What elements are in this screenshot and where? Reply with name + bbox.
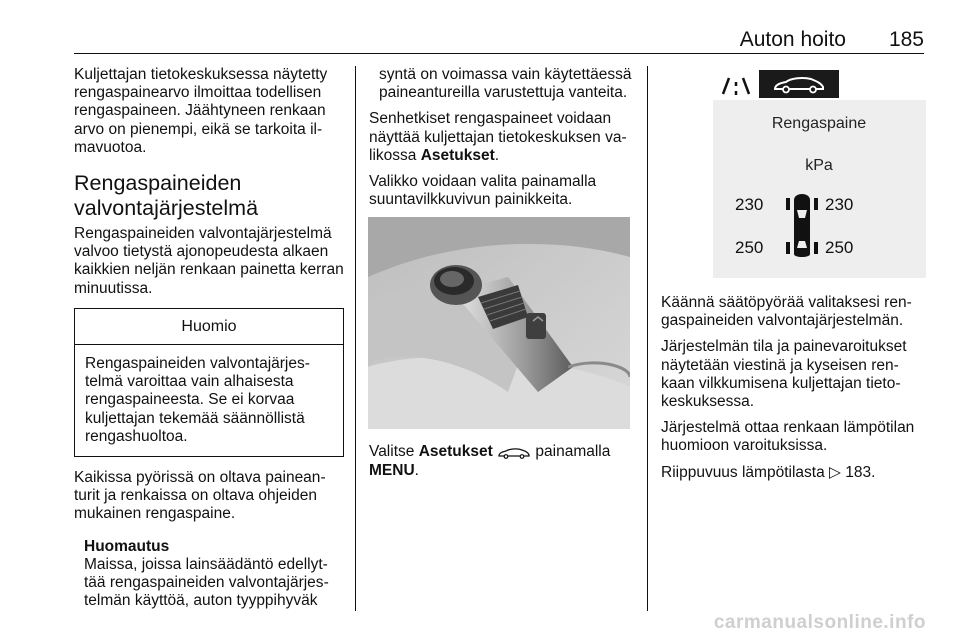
front-left-pressure: 230 xyxy=(735,195,764,214)
watermark: carmanualsonline.info xyxy=(713,612,926,633)
rear-right-pressure: 250 xyxy=(825,238,854,257)
sensor-paragraph: Kaikissa pyörissä on oltava paineanturit ja renkaissa on oltava ohjeiden mukainen rengaspaine. xyxy=(74,469,326,523)
column-divider-2 xyxy=(647,66,648,611)
reference-paragraph: Riippuvuus lämpötilasta ▷ 183. xyxy=(661,463,876,481)
caution-text: Rengaspaineiden valvontajärjestelmä varoittaa vain alhaisesta rengaspaineesta. Se ei korvaa kuljettajan tekemää säännöllistä rengashuoltoa. xyxy=(85,355,310,445)
column-3 xyxy=(661,66,927,482)
rear-left-pressure: 250 xyxy=(735,238,764,257)
temperature-paragraph: Järjestelmä ottaa renkaan lämpötilan huomioon varoituksissa. xyxy=(661,419,915,455)
driver-info-center-screen xyxy=(713,66,926,278)
menu-paragraph: Valikko voidaan valita painamalla suuntavilkkuvivun painikkeita. xyxy=(369,173,597,209)
continued-paragraph: syntä on voimassa vain käytettäessä paineantureilla varustettuja vanteita. xyxy=(379,66,632,102)
header-rule xyxy=(74,53,924,54)
reference-arrow-icon: ▷ xyxy=(829,463,841,481)
front-right-pressure: 230 xyxy=(825,195,854,214)
remark-text: Maissa, joissa lainsäädäntö edellyttää rengaspaineiden valvontajärjestelmän käyttöä, auton tyyppihyväk xyxy=(84,555,329,610)
select-settings-paragraph: Valitse Asetukset painamalla MENU. xyxy=(369,443,611,479)
caution-title: Huomio xyxy=(75,309,343,345)
warning-paragraph: Järjestelmän tila ja painevaroitukset näytetään viestinä ja kyseisen renkaan vilkkumisena kuljettajan tietokeskuksessa. xyxy=(661,338,907,411)
caution-box xyxy=(74,308,344,457)
column-divider-1 xyxy=(355,66,356,611)
page-number: 185 xyxy=(888,28,924,51)
page-reference-link[interactable]: 183 xyxy=(845,463,872,481)
stalk-photo xyxy=(368,217,630,429)
column-1 xyxy=(74,66,344,610)
car-settings-icon xyxy=(497,446,531,458)
pressure-unit: kPa xyxy=(805,157,833,174)
tire-pressure-display xyxy=(713,66,926,278)
section-title: Auton hoito xyxy=(739,28,846,51)
remark-title: Huomautus xyxy=(84,537,170,555)
section-heading: Rengaspaineiden valvontajärjestelmä xyxy=(74,171,259,221)
display-title: Rengaspaine xyxy=(771,115,867,132)
intro-paragraph: Kuljettajan tietokeskuksessa näytetty rengaspainearvo ilmoittaa todellisen rengaspaineen. Jäähtyneen renkaan arvo on pienempi, eikä se tarkoita ilmavuotoa. xyxy=(74,66,328,156)
system-paragraph: Rengaspaineiden valvontajärjestelmä valvoo tietystä ajonopeudesta alkaen kaikkien neljän renkaan painetta kerran minuutissa. xyxy=(74,225,344,297)
column-2 xyxy=(369,66,633,480)
remark-block xyxy=(84,538,344,611)
turn-signal-stalk-illustration xyxy=(368,217,630,429)
settings-paragraph: Senhetkiset rengaspaineet voidaan näyttää kuljettajan tietokeskuksen valikossa Asetukset. xyxy=(369,110,627,164)
select-paragraph: Käännä säätöpyörää valitaksesi rengaspaineiden valvontajärjestelmän. xyxy=(661,294,912,330)
